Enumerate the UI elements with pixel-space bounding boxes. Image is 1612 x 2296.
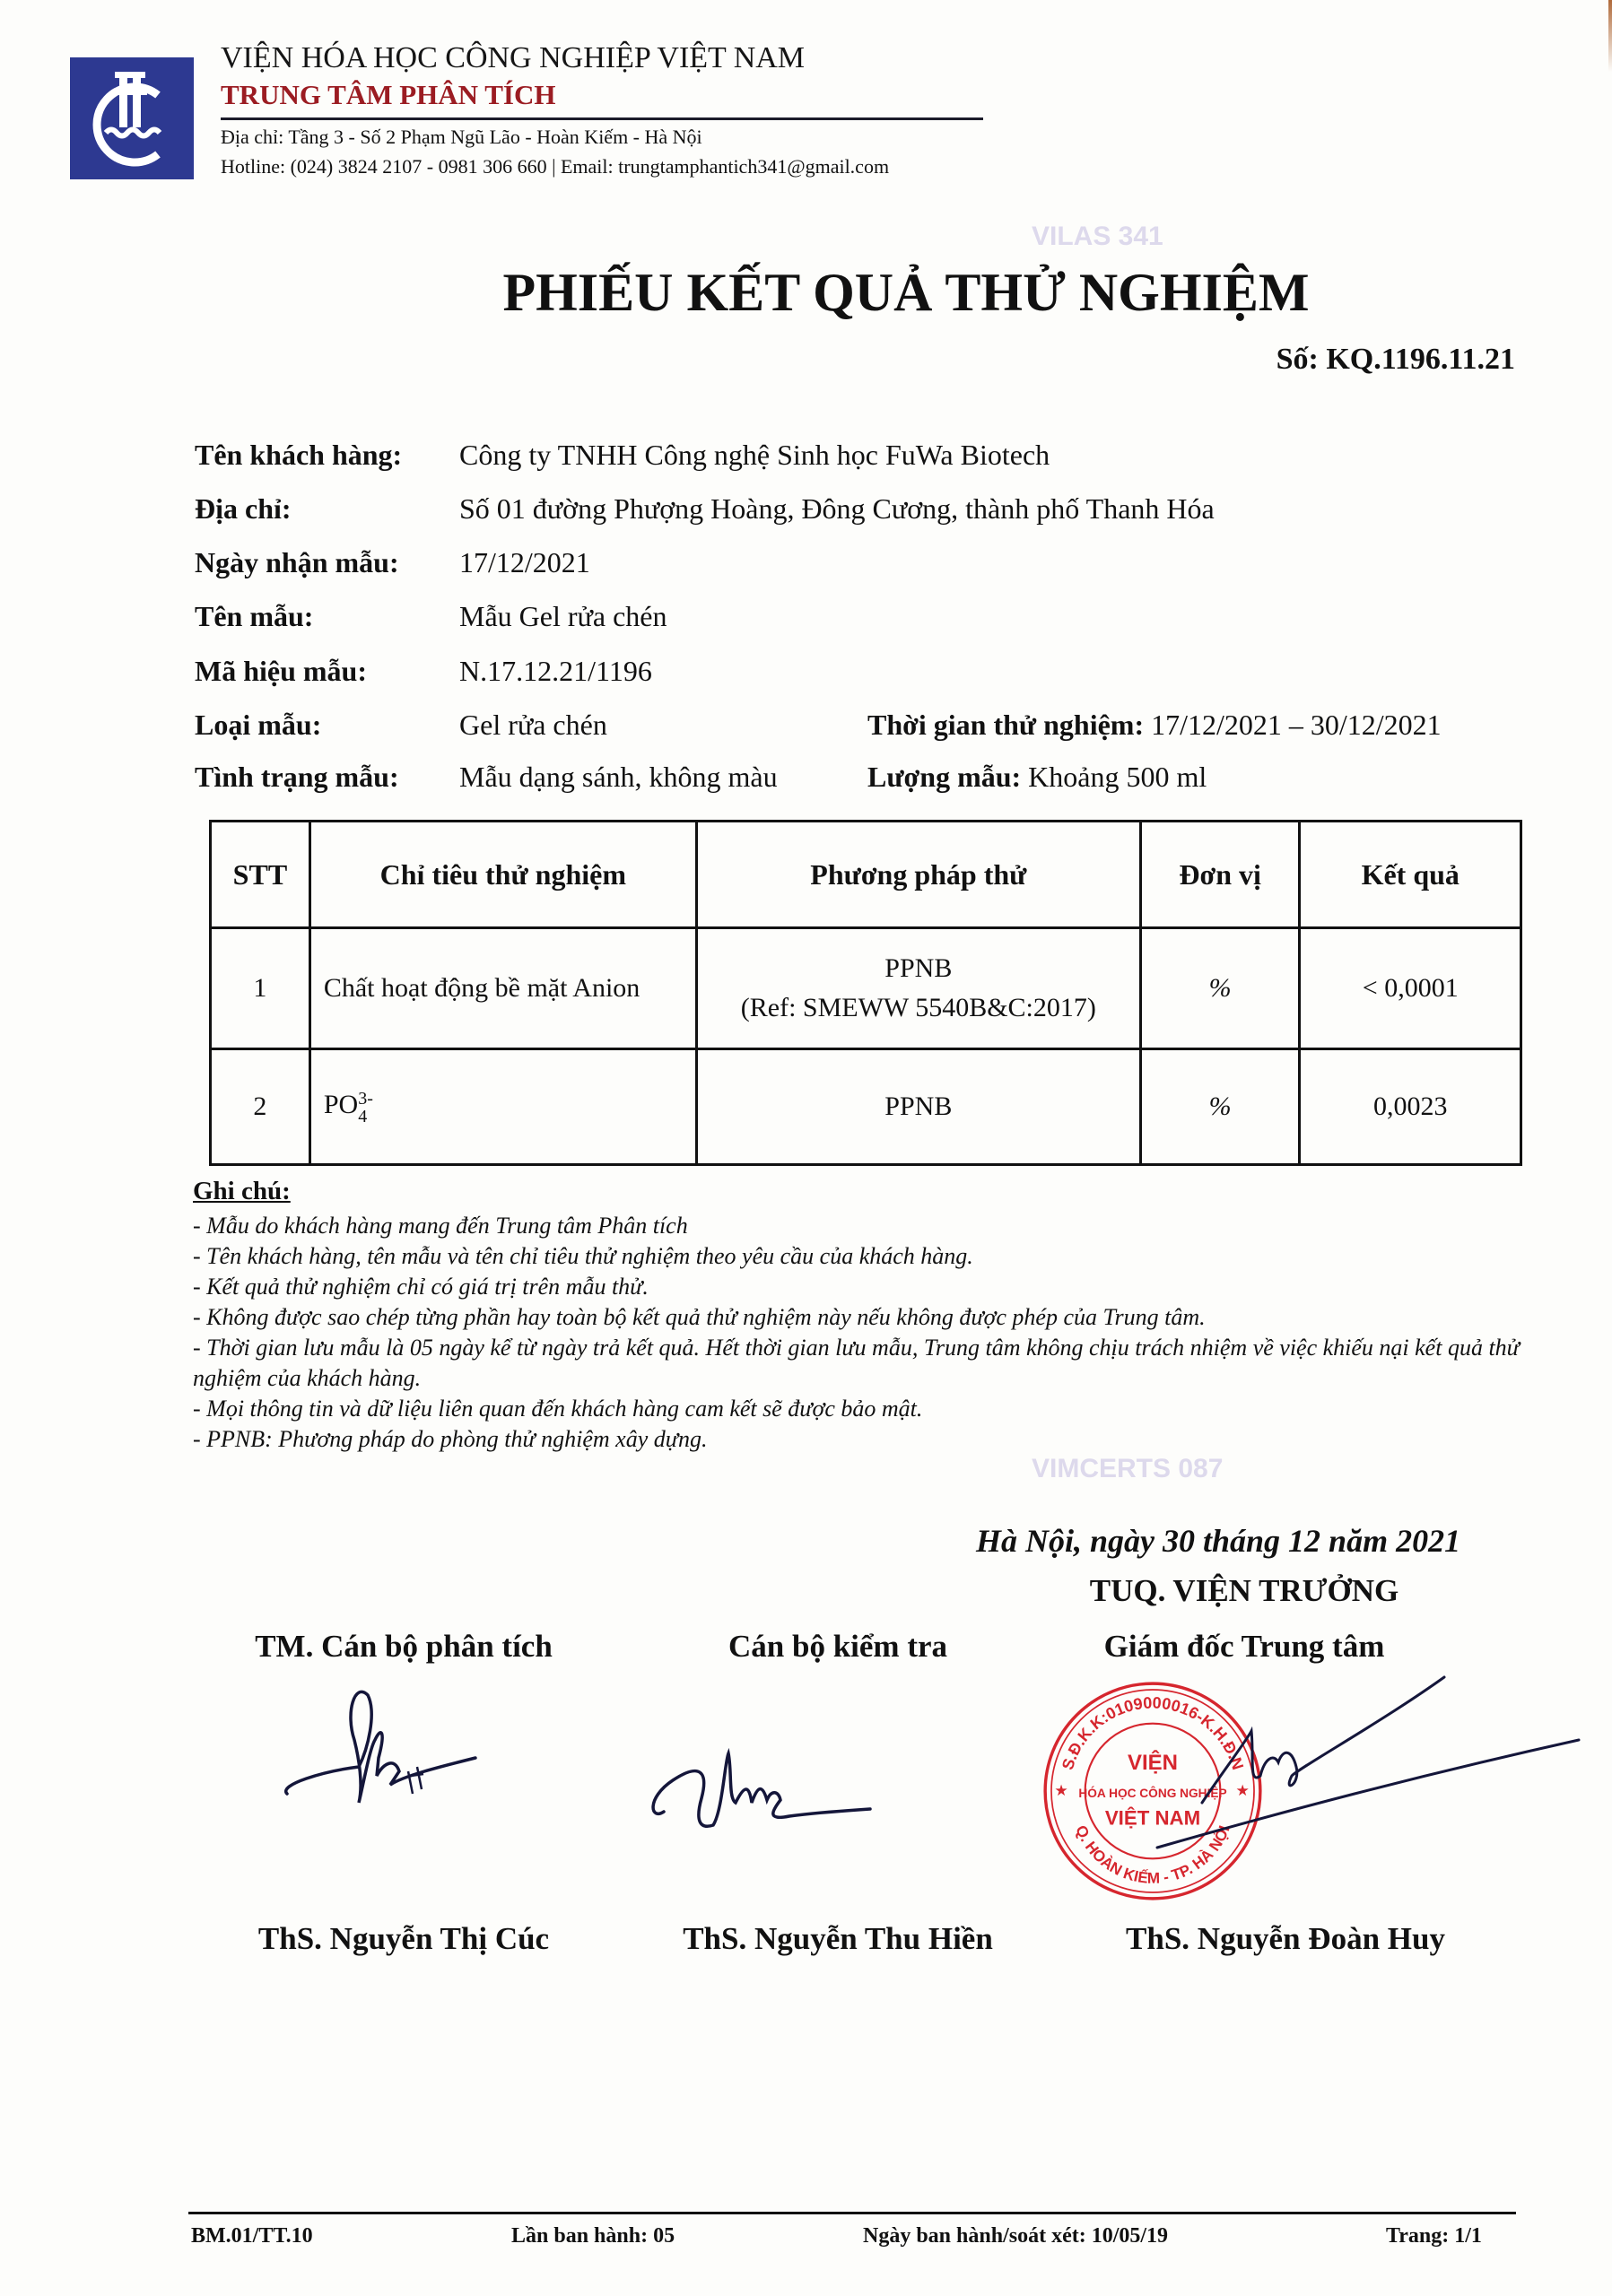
row-method <box>696 928 1140 1049</box>
sample-condition-value: Mẫu dạng sánh, không màu <box>459 761 778 793</box>
stamp-outer-text: S.Đ.K.K:0109000016-K.H.Đ.N <box>1058 1693 1248 1772</box>
center-name: TRUNG TÂM PHÂN TÍCH <box>221 79 556 110</box>
parameter-subscript: 4 <box>358 1106 368 1126</box>
footer-issue: Lần ban hành: 05 <box>511 2224 675 2248</box>
address-value: Số 01 đường Phượng Hoàng, Đông Cương, thành phố Thanh Hóa <box>459 492 1215 525</box>
parameter-base: PO <box>323 1090 359 1120</box>
note-item: - Mẫu do khách hàng mang đến Trung tâm Phân tích <box>193 1213 688 1239</box>
stamp-bottom-text: Q. HOÀN KIẾM - TP. HÀ NỘI <box>1072 1822 1233 1887</box>
header-divider <box>221 117 983 120</box>
sample-amount-value: Khoảng 500 ml <box>1028 761 1207 793</box>
stamp-star-left-icon: ★ <box>1054 1782 1068 1801</box>
footer-form-code: BM.01/TT.10 <box>191 2224 313 2248</box>
watermark-vimcerts: VIMCERTS 087 <box>1032 1454 1224 1483</box>
footer-issue-date: Ngày ban hành/soát xét: 10/05/19 <box>863 2224 1169 2248</box>
parameter-superscript: 3- <box>358 1088 373 1109</box>
header-hotline: Hotline: (024) 3824 2107 - 0981 306 660 | Email: trungtamphantich341@gmail.com <box>221 155 890 178</box>
row-unit: % <box>1140 1049 1300 1165</box>
institute-name: VIỆN HÓA HỌC CÔNG NGHIỆP VIỆT NAM <box>221 41 806 74</box>
notes-title: Ghi chú: <box>193 1177 291 1205</box>
sample-type-label: Loại mẫu: <box>195 709 322 741</box>
header-unit: Đơn vị <box>1140 822 1300 928</box>
received-date-value: 17/12/2021 <box>459 546 590 578</box>
row-result: 0,0023 <box>1300 1049 1521 1165</box>
note-item: - Không được sao chép từng phần hay toàn bộ kết quả thử nghiệm này nếu không được phép của Trung tâm. <box>193 1304 1206 1330</box>
table-row <box>211 928 1521 1049</box>
sample-type-value: Gel rửa chén <box>459 709 607 741</box>
sample-name-value: Mẫu Gel rửa chén <box>459 600 667 632</box>
director-title: Giám đốc Trung tâm <box>1103 1629 1385 1664</box>
test-period-label: Thời gian thử nghiệm: <box>867 709 1145 741</box>
address-label: Địa chỉ: <box>195 492 292 525</box>
sample-code-label: Mã hiệu mẫu: <box>195 655 367 687</box>
received-date-label: Ngày nhận mẫu: <box>195 546 399 578</box>
test-period <box>867 707 1442 743</box>
document-number: Số: KQ.1196.11.21 <box>1276 343 1515 376</box>
sample-name-label: Tên mẫu: <box>195 600 314 632</box>
header-result: Kết quả <box>1300 822 1521 928</box>
method-reference: (Ref: SMEWW 5540B&C:2017) <box>740 993 1096 1022</box>
header-stt: STT <box>211 822 310 928</box>
analyst-name: ThS. Nguyễn Thị Cúc <box>257 1921 550 1956</box>
row-stt: 2 <box>211 1049 310 1165</box>
stamp-line3: VIỆT NAM <box>1104 1806 1201 1830</box>
row-parameter: Chất hoạt động bề mặt Anion <box>309 928 696 1049</box>
sample-code-value: N.17.12.21/1196 <box>459 655 652 687</box>
test-period-value: 17/12/2021 – 30/12/2021 <box>1151 709 1442 741</box>
row-unit: % <box>1140 928 1300 1049</box>
issue-date-line: Hà Nội, ngày 30 tháng 12 năm 2021 <box>976 1523 1461 1559</box>
reviewer-name: ThS. Nguyễn Thu Hiền <box>683 1921 993 1956</box>
note-item: - Thời gian lưu mẫu là 05 ngày kể từ ngày trả kết quả. Hết thời gian lưu mẫu, Trung tâm không chịu trách nhiệm về việc khiếu nại kết quả thử nghiệm của khách hàng. <box>193 1335 1520 1391</box>
row-parameter <box>309 1049 696 1165</box>
analyst-title: TM. Cán bộ phân tích <box>255 1629 553 1664</box>
stamp-line1: VIỆN <box>1128 1751 1178 1776</box>
institute-logo-icon <box>70 57 194 179</box>
page-edge <box>1608 0 1612 72</box>
header-method: Phương pháp thử <box>696 822 1140 928</box>
note-item: - PPNB: Phương pháp do phòng thử nghiệm xây dựng. <box>193 1426 708 1452</box>
table-header-row <box>211 822 1521 928</box>
authorization-title: TUQ. VIỆN TRƯỞNG <box>1089 1573 1399 1608</box>
watermark-vilas: VILAS 341 <box>1032 222 1163 251</box>
customer-name-label: Tên khách hàng: <box>195 439 403 471</box>
logo-graphic <box>70 57 194 179</box>
results-table <box>209 820 1522 1166</box>
sample-amount-label: Lượng mẫu: <box>867 761 1022 793</box>
stamp-line2: HÓA HỌC CÔNG NGHIỆP <box>1078 1786 1227 1800</box>
director-signature-icon <box>1148 1668 1597 1866</box>
footer-page: Trang: 1/1 <box>1386 2224 1482 2248</box>
note-item: - Kết quả thử nghiệm chỉ có giá trị trên mẫu thử. <box>193 1274 649 1300</box>
header-address: Địa chỉ: Tầng 3 - Số 2 Phạm Ngũ Lão - Hoàn Kiếm - Hà Nội <box>221 126 702 148</box>
method-name: PPNB <box>884 953 953 983</box>
customer-name-value: Công ty TNHH Công nghệ Sinh học FuWa Biotech <box>459 439 1050 471</box>
reviewer-signature-icon <box>646 1744 879 1843</box>
stamp-star-right-icon: ★ <box>1235 1782 1250 1801</box>
note-item: - Mọi thông tin và dữ liệu liên quan đến khách hàng cam kết sẽ được bảo mật. <box>193 1396 923 1422</box>
table-row <box>211 1049 1521 1165</box>
sample-amount <box>867 759 1207 795</box>
sample-condition-label: Tình trạng mẫu: <box>195 761 399 793</box>
parameter-indices <box>358 1090 373 1126</box>
document-title: PHIẾU KẾT QUẢ THỬ NGHIỆM <box>502 263 1310 322</box>
header-parameter: Chỉ tiêu thử nghiệm <box>309 822 696 928</box>
notes-list <box>193 1211 1529 1455</box>
row-stt: 1 <box>211 928 310 1049</box>
row-method: PPNB <box>696 1049 1140 1165</box>
note-item: - Tên khách hàng, tên mẫu và tên chỉ tiêu thử nghiệm theo yêu cầu của khách hàng. <box>193 1243 973 1269</box>
reviewer-title: Cán bộ kiểm tra <box>728 1629 948 1664</box>
footer-divider <box>188 2212 1516 2214</box>
analyst-signature-icon <box>269 1686 484 1821</box>
director-name: ThS. Nguyễn Đoàn Huy <box>1126 1921 1445 1956</box>
row-result: < 0,0001 <box>1300 928 1521 1049</box>
